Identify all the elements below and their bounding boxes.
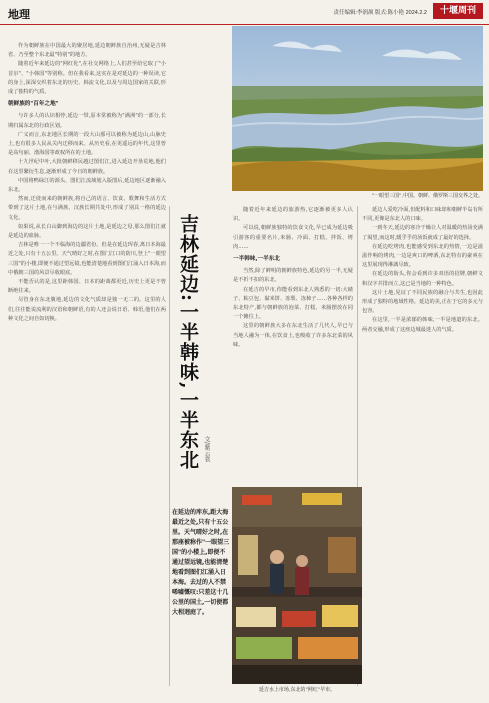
paragraph: 可以说,朝鲜族独特的饮食文化,早已成为延边吸引游客的重要名片,米肠、冷面、打糕、拌饭、烤肉…… <box>233 225 353 250</box>
paragraph: 在延边吃烤肉,也能感受到东北的热情,一边是滋滋作响的烤肉,一边是爽口的啤酒,东北特有的豪爽在这里展现得淋漓尽致。 <box>362 243 483 269</box>
paragraph: 与许多人的认识相悖,延边一带,原本常被称为"满洲"的一部分,长期归属东北的行政区划。 <box>8 113 166 129</box>
market-photo <box>232 487 362 684</box>
article-column-1 <box>8 42 166 692</box>
paragraph: 作为朝鲜族在中国最大的聚居地,延边朝鲜族自治州,无疑是吉林省、乃至整个东北最"特别"的地方。 <box>8 43 166 59</box>
paragraph: 在这里,一半是浓郁的韩味,一半是地道的东北。两者交融,形成了这座边城最迷人的气质。 <box>362 317 483 333</box>
paragraph: 一到冬天,延边的寒冷干燥让人对温暖的热汤充满了渴望,而这时,暖乎乎的汤饭就成了最好的选择。 <box>362 225 483 241</box>
paragraph: 这片土地,见证了不同民族的融合与共生,也因此形成了独特的地域性格。延边的美,正在于它的多元与包容。 <box>362 289 483 315</box>
column-divider <box>169 206 170 686</box>
editor-meta: 责任编辑:李润颉 版式:陈小艳 2024.2.2 <box>333 10 427 16</box>
paragraph: 随着近年来延边的"网红化",在社交网络上,人们甚至给它取了"小首尔"、"小韩国"等别称。但在我看来,这实在是对延边的一种误读,它的身上,深深交织着东北的历史、韩流文化,以及与周边国家的关联,形成了独特的气质。 <box>8 61 166 96</box>
subheading: 一半韩味,一半东北 <box>233 256 280 263</box>
masthead-logo: 十堰周刊 <box>433 3 483 19</box>
paragraph: 如果说,从长白山脚到海边的这片土地,是延边之母,那么图们江就是延边的血脉。 <box>8 223 166 240</box>
paragraph: 尽管身在东北腹地,延边的文化气质却是独一无二的。这里的人们,往往能说流利的汉语和朝鲜语,有的人还会说日语、韩语,他们在两种文化之间自如切换。 <box>8 297 166 322</box>
page-header <box>0 0 489 25</box>
paragraph: 当然,除了鲜明的朝鲜族特色,延边的另一半,无疑是不折不扣的东北。 <box>233 268 353 284</box>
photo-caption: "一眼望三国",中国、朝鲜、俄罗斯三国交界之处。 <box>371 193 483 199</box>
paragraph: 十九世纪中叶,大批朝鲜移民越过图们江,进入延边开垦荒地,他们在这里繁衍生息,逐渐形成了今日的朝鲜族。 <box>8 159 166 175</box>
paragraph: 吉林是唯一一个不临海的边疆省份。但是在延边珲春,离日本海最近之处,只有十五公里。天气晴好之时,在图门江口的防川,登上"一眼望三国"的小楼,即便不通过望远镜,也能清楚地看到图们江涌入日本海,而中俄朝三国的风景尽收眼底。 <box>8 242 166 276</box>
section-label: 地理 <box>8 8 30 21</box>
landscape-image <box>232 26 483 191</box>
subheading: 朝鲜族的"百年之地" <box>8 101 59 108</box>
paragraph: 在延吉的早市,你能看到东北人熟悉的一切:大碴子、粘豆包、黏米饼、冻梨、冻柿子……各种各样的东北特产,都与朝鲜族的泡菜、打糕、米肠摆放在同一个摊位上。 <box>233 286 353 321</box>
paragraph: 随着近年来延边的旅游热,它逐渐被更多人认识。 <box>233 207 353 223</box>
paragraph: 不能否认的是,这里距韩国、日本的距离都更近,历史上更是不曾断绝往来。 <box>8 279 166 295</box>
article-lead: 在延边的库东,距大海最近之处,只有十五公里。天气晴好之时,在那座被称作"一眼望三国"的小楼上,即便不通过望远镜,也能清楚地看到图们江涌入日本海。去过的人不禁唏嘘慨叹:只差这十几公里的国土,一切便都大相迥庭了。 <box>172 509 230 616</box>
photo-caption: 延吉水上市场,东北的"网红"早市。 <box>258 687 336 693</box>
paragraph: 延边人爱吃冷面,但配料和口味却和朝鲜半岛有所不同,更像是东北人的口味。 <box>362 207 483 223</box>
paragraph: 在延边的街头,你会看到许多双语的招牌,朝鲜文和汉字并排而立,这已是当地的一种特色。 <box>362 271 483 287</box>
article-column-4 <box>362 206 483 692</box>
border-river-photo <box>232 26 483 191</box>
paragraph: 中国将鸭绿江的源头、图们江流域划入版图后,延边地区逐渐融入东北。 <box>8 177 166 194</box>
article-column-3 <box>233 206 353 486</box>
market-image <box>232 487 362 684</box>
article-author: 文/紫云裳 <box>203 436 210 463</box>
paragraph: 这里的朝鲜族大多在东北生活了几代人,早已与当地人融为一体,在饮食上,也吸收了许多东北菜的风味。 <box>233 323 353 348</box>
paragraph: 然而,迁徙而来的朝鲜族,将自己的语言、饮食、歌舞和生活方式带到了这片土地,在与满族、汉族长期共处中,形成了别具一格的延边文化。 <box>8 196 166 221</box>
paragraph: 广义而言,东北地区长期的一段大山那可以被称为延边山,山脉史上,也有很多人民从关内迁移而来。从历史看,在更遥远的年代,这里曾是高句丽、渤海国等政权所在的土地。 <box>8 131 166 157</box>
article-title: 吉林延边:一半韩味,一半东北 <box>177 214 199 470</box>
